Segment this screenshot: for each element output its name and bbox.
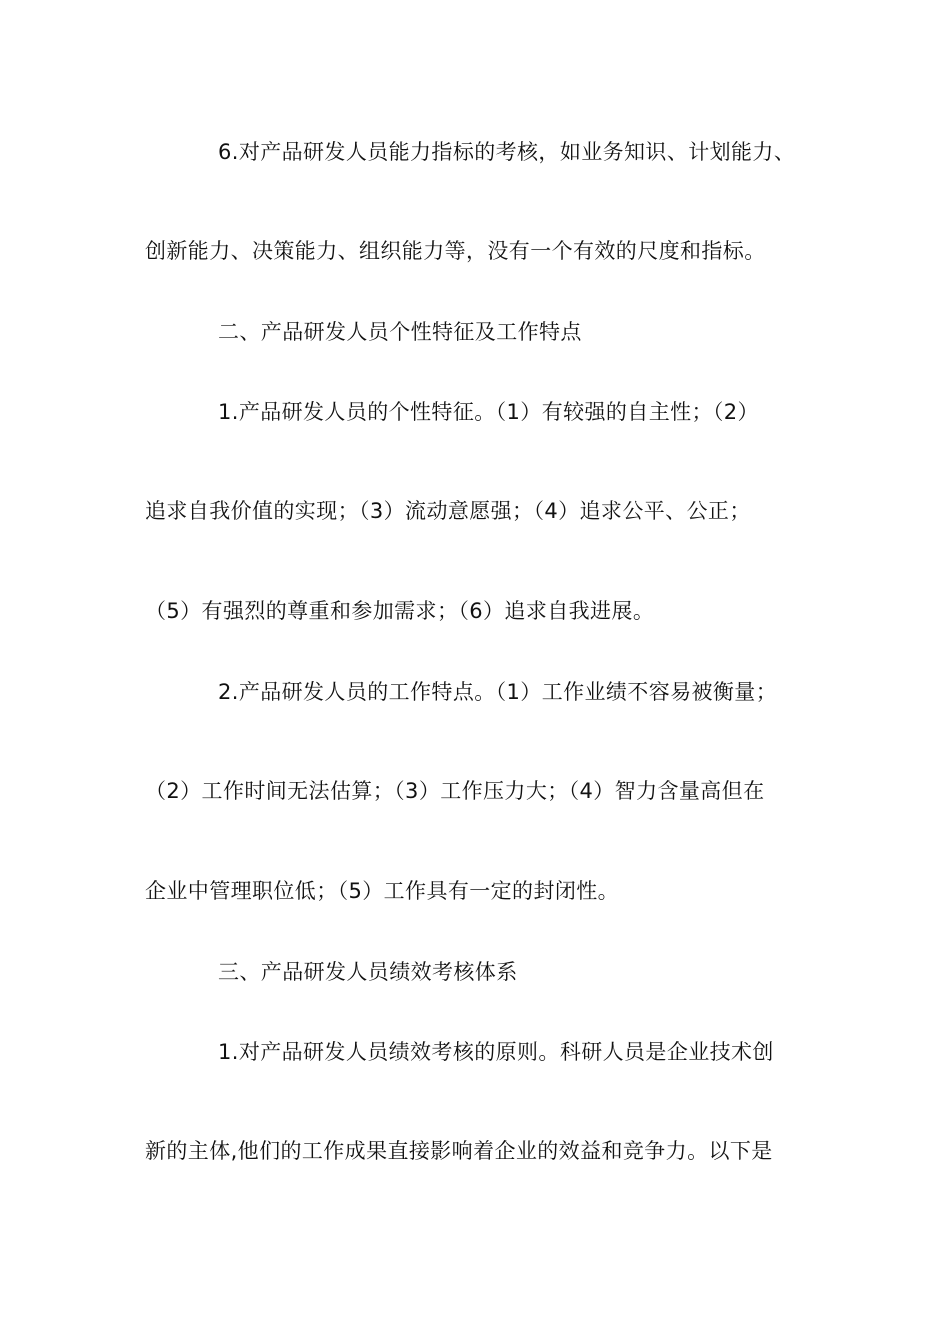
section-heading: 三、产品研发人员绩效考核体系	[218, 960, 518, 984]
paragraph-line: （5）有强烈的尊重和参加需求；（6）追求自我进展。	[145, 599, 655, 623]
paragraph-line: 追求自我价值的实现；（3）流动意愿强；（4）追求公平、公正；	[145, 499, 751, 523]
paragraph-line: 新的主体,他们的工作成果直接影响着企业的效益和竞争力。以下是	[145, 1139, 773, 1163]
paragraph-line: （2）工作时间无法估算；（3）工作压力大；（4）智力含量高但在	[145, 779, 765, 803]
section-heading: 二、产品研发人员个性特征及工作特点	[218, 320, 582, 344]
paragraph-line: 6.对产品研发人员能力指标的考核，如业务知识、计划能力、	[218, 140, 796, 164]
paragraph-line: 1.产品研发人员的个性特征。（1）有较强的自主性；（2）	[218, 400, 759, 424]
paragraph-line: 2.产品研发人员的工作特点。（1）工作业绩不容易被衡量；	[218, 680, 778, 704]
paragraph-line: 企业中管理职位低；（5）工作具有一定的封闭性。	[145, 879, 620, 903]
paragraph-line: 1.对产品研发人员绩效考核的原则。科研人员是企业技术创	[218, 1040, 774, 1064]
paragraph-line: 创新能力、决策能力、组织能力等，没有一个有效的尺度和指标。	[145, 239, 766, 263]
